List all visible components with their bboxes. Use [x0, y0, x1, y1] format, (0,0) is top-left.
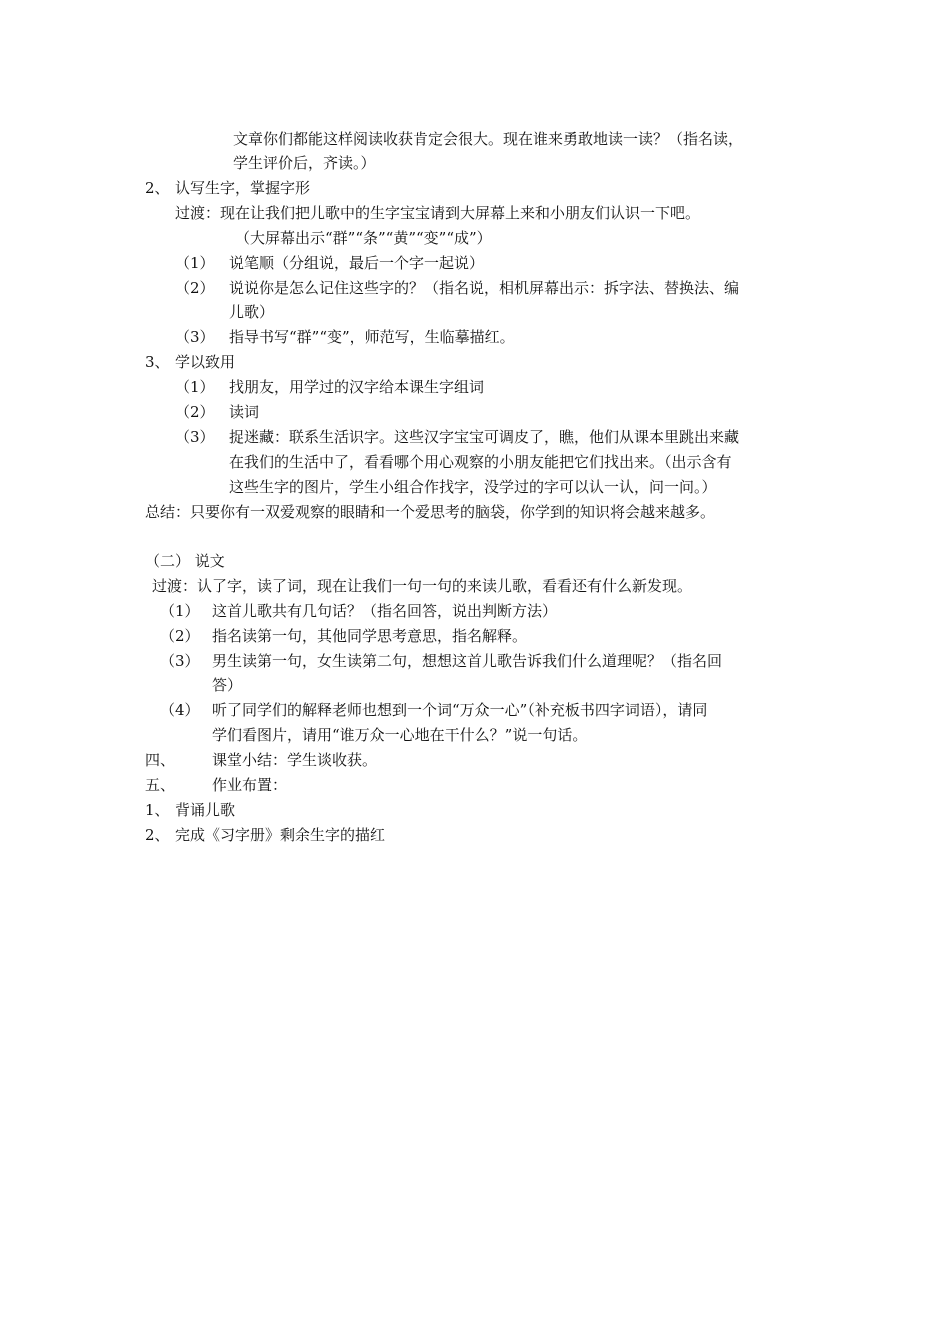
- list-number: （3）: [175, 328, 215, 346]
- section-number: 2、: [145, 179, 170, 197]
- transition-text: 过渡：认了字，读了词，现在让我们一句一句的来读儿歌，看看还有什么新发现。: [152, 577, 693, 595]
- list-item: 这首儿歌共有几句话？（指名回答，说出判断方法）: [212, 602, 558, 620]
- list-number: （2）: [175, 279, 215, 297]
- transition-text: 过渡：现在让我们把儿歌中的生字宝宝请到大屏幕上来和小朋友们认识一下吧。: [175, 204, 701, 222]
- list-item: 说笔顺（分组说，最后一个字一起说）: [229, 254, 485, 272]
- part-heading: （二） 说文: [145, 552, 225, 570]
- list-item: 答）: [212, 676, 243, 694]
- section-number: 五、: [145, 776, 176, 794]
- list-number: （2）: [175, 403, 215, 421]
- list-number: （3）: [160, 652, 200, 670]
- list-item: 学们看图片，请用“谁万众一心地在干什么？”说一句话。: [212, 726, 588, 744]
- list-number: （3）: [175, 428, 215, 446]
- homework-item: 背诵儿歌: [175, 801, 236, 819]
- list-item: 找朋友，用学过的汉字给本课生字组词: [229, 378, 485, 396]
- list-number: （1）: [160, 602, 200, 620]
- homework-number: 1、: [145, 801, 170, 819]
- homework-number: 2、: [145, 826, 170, 844]
- list-item: 这些生字的图片，学生小组合作找字，没学过的字可以认一认，问一问。）: [229, 478, 717, 496]
- section-heading: 认写生字，掌握字形: [175, 179, 311, 197]
- paragraph-line: 学生评价后，齐读。）: [233, 154, 376, 172]
- summary-text: 总结：只要你有一双爱观察的眼睛和一个爱思考的脑袋，你学到的知识将会越来越多。: [145, 503, 716, 521]
- section-heading: 作业布置：: [212, 776, 288, 794]
- section-heading: 课堂小结：学生谈收获。: [212, 751, 378, 769]
- list-number: （4）: [160, 701, 200, 719]
- list-item: 说说你是怎么记住这些字的？（指名说，相机屏幕出示：拆字法、替换法、编: [229, 279, 740, 297]
- section-number: 3、: [145, 353, 170, 371]
- paragraph-line: 文章你们都能这样阅读收获肯定会很大。现在谁来勇敢地读一读？（指名读，: [233, 130, 744, 148]
- homework-item: 完成《习字册》剩余生字的描红: [175, 826, 386, 844]
- list-item: 读词: [229, 403, 260, 421]
- section-number: 四、: [145, 751, 176, 769]
- list-number: （1）: [175, 254, 215, 272]
- list-item: 指导书写“群”“变”，师范写，生临摹描红。: [229, 328, 515, 346]
- section-heading: 学以致用: [175, 353, 236, 371]
- list-item: 男生读第一句，女生读第二句，想想这首儿歌告诉我们什么道理呢？（指名回: [212, 652, 723, 670]
- list-item: 捉迷藏：联系生活识字。这些汉字宝宝可调皮了，瞧，他们从课本里跳出来藏: [229, 428, 740, 446]
- list-number: （1）: [175, 378, 215, 396]
- list-item: 儿歌）: [229, 303, 275, 321]
- list-item: 在我们的生活中了，看看哪个用心观察的小朋友能把它们找出来。（出示含有: [229, 453, 732, 471]
- list-item: 指名读第一句，其他同学思考意思，指名解释。: [212, 627, 528, 645]
- list-number: （2）: [160, 627, 200, 645]
- screen-note: （大屏幕出示“群”“条”“黄”“变”“成”）: [235, 229, 492, 247]
- list-item: 听了同学们的解释老师也想到一个词“万众一心”（补充板书四字词语），请同: [212, 701, 708, 719]
